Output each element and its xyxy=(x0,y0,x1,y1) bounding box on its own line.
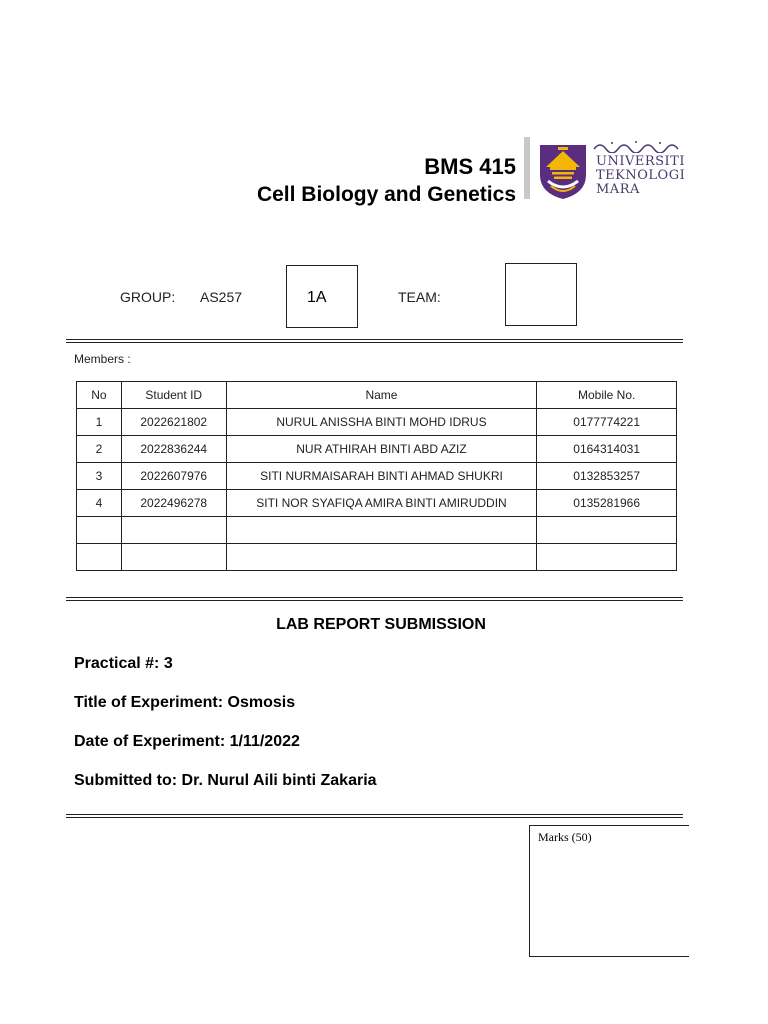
cell-mobile: 0132853257 xyxy=(537,463,677,490)
col-header-name: Name xyxy=(226,382,537,409)
cell-student-id xyxy=(121,544,226,571)
logo-text-line3: MARA xyxy=(596,182,640,197)
cell-no: 2 xyxy=(77,436,122,463)
col-header-no: No xyxy=(77,382,122,409)
team-label: TEAM: xyxy=(398,289,441,305)
cell-student-id: 2022607976 xyxy=(121,463,226,490)
submitted-to: Submitted to: Dr. Nurul Aili binti Zakaria xyxy=(74,772,377,789)
table-row-empty xyxy=(77,544,677,571)
cell-name: NURUL ANISSHA BINTI MOHD IDRUS xyxy=(226,409,537,436)
section-divider-top xyxy=(66,339,683,343)
cell-name xyxy=(226,544,537,571)
submission-heading: LAB REPORT SUBMISSION xyxy=(276,616,486,633)
cell-no: 3 xyxy=(77,463,122,490)
experiment-title: Title of Experiment: Osmosis xyxy=(74,694,296,711)
cell-name xyxy=(226,517,537,544)
practical-number: Practical #: 3 xyxy=(74,655,173,672)
team-box[interactable] xyxy=(505,263,577,326)
cell-no xyxy=(77,517,122,544)
course-title: Cell Biology and Genetics xyxy=(256,183,516,206)
cell-no: 1 xyxy=(77,409,122,436)
cell-name: SITI NOR SYAFIQA AMIRA BINTI AMIRUDDIN xyxy=(226,490,537,517)
experiment-date: Date of Experiment: 1/11/2022 xyxy=(74,733,300,750)
cell-no xyxy=(77,544,122,571)
table-row xyxy=(77,436,677,463)
members-label: Members : xyxy=(74,352,131,366)
members-table xyxy=(76,381,677,571)
cell-mobile xyxy=(537,544,677,571)
group-label: GROUP: xyxy=(120,289,176,305)
cell-name: SITI NURMAISARAH BINTI AHMAD SHUKRI xyxy=(226,463,537,490)
members-header-row xyxy=(77,382,677,409)
group-code: AS257 xyxy=(200,289,243,305)
cell-mobile xyxy=(537,517,677,544)
section-divider-middle xyxy=(66,597,683,601)
cell-no: 4 xyxy=(77,490,122,517)
cell-student-id xyxy=(121,517,226,544)
cell-mobile: 0177774221 xyxy=(537,409,677,436)
logo-text-line2: TEKNOLOGI xyxy=(596,168,686,183)
logo-text-line1: UNIVERSITI xyxy=(596,154,685,169)
marks-label: Marks (50) xyxy=(538,830,592,844)
table-row xyxy=(77,463,677,490)
cell-student-id: 2022836244 xyxy=(121,436,226,463)
table-row xyxy=(77,409,677,436)
cell-student-id: 2022621802 xyxy=(121,409,226,436)
logo-divider xyxy=(524,137,530,199)
table-row-empty xyxy=(77,517,677,544)
cell-mobile: 0164314031 xyxy=(537,436,677,463)
uitm-crest-logo xyxy=(536,141,590,201)
cell-mobile: 0135281966 xyxy=(537,490,677,517)
cell-student-id: 2022496278 xyxy=(121,490,226,517)
col-header-student-id: Student ID xyxy=(121,382,226,409)
group-box-value: 1A xyxy=(307,289,327,306)
course-code: BMS 415 xyxy=(424,154,516,179)
col-header-mobile: Mobile No. xyxy=(537,382,677,409)
table-row xyxy=(77,490,677,517)
section-divider-bottom xyxy=(66,814,683,818)
cell-name: NUR ATHIRAH BINTI ABD AZIZ xyxy=(226,436,537,463)
